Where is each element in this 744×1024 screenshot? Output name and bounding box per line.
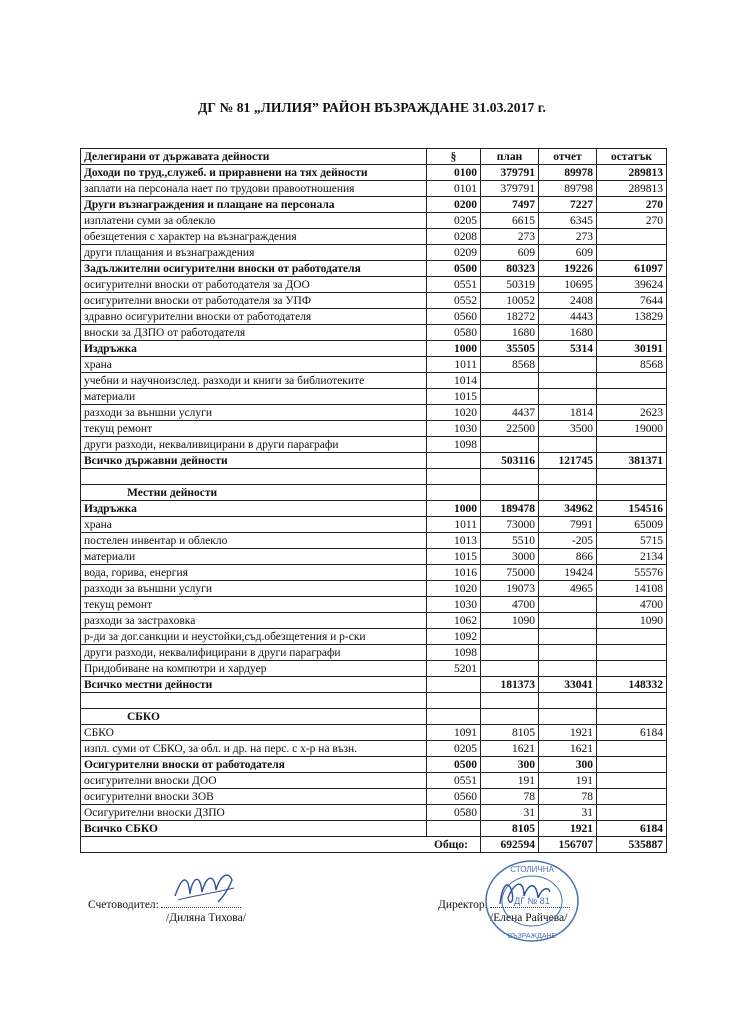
row-plan: 379791	[481, 181, 539, 197]
row-plan	[481, 389, 539, 405]
table-row	[81, 405, 667, 421]
row-report: 300	[539, 757, 597, 773]
row-rest: 270	[597, 197, 667, 213]
director-handwritten-signature	[494, 872, 554, 912]
header-rest: остатък	[597, 149, 667, 165]
row-label: учебни и научноизслед. разходи и книги за библиотеките	[81, 373, 427, 389]
row-code	[427, 677, 481, 693]
document-title: ДГ № 81 „ЛИЛИЯ” РАЙОН ВЪЗРАЖДАНЕ 31.03.2017 г.	[198, 100, 546, 115]
row-rest	[597, 757, 667, 773]
row-code: 0580	[427, 805, 481, 821]
row-code: 1000	[427, 501, 481, 517]
row-rest: 8568	[597, 357, 667, 373]
row-code: 1016	[427, 565, 481, 581]
row-report: 6345	[539, 213, 597, 229]
table-row	[81, 773, 667, 789]
row-rest: 4700	[597, 597, 667, 613]
row-plan	[481, 629, 539, 645]
row-report	[539, 645, 597, 661]
row-label: осигурителни вноски ДОО	[81, 773, 427, 789]
row-report: 609	[539, 245, 597, 261]
row-plan: 22500	[481, 421, 539, 437]
row-rest: 2623	[597, 405, 667, 421]
row-code: 0101	[427, 181, 481, 197]
row-plan: 8568	[481, 357, 539, 373]
table-row	[81, 261, 667, 277]
row-report: 121745	[539, 453, 597, 469]
row-report: 7991	[539, 517, 597, 533]
row-report: 273	[539, 229, 597, 245]
row-report: 7227	[539, 197, 597, 213]
header-code: §	[427, 149, 481, 165]
table-row	[81, 485, 667, 501]
row-rest	[597, 469, 667, 485]
row-report: 1680	[539, 325, 597, 341]
stamp-text-bottom: ВЪЗРАЖДАНЕ	[507, 933, 557, 940]
table-row	[81, 741, 667, 757]
row-report: 89978	[539, 165, 597, 181]
row-plan: 1680	[481, 325, 539, 341]
table-row	[81, 437, 667, 453]
table-row	[81, 725, 667, 741]
row-label: храна	[81, 357, 427, 373]
row-code: 0209	[427, 245, 481, 261]
row-report: -205	[539, 533, 597, 549]
row-rest: 19000	[597, 421, 667, 437]
row-label: вноски за ДЗПО от работодателя	[81, 325, 427, 341]
row-label: храна	[81, 517, 427, 533]
row-plan	[481, 709, 539, 725]
row-code: 1091	[427, 725, 481, 741]
row-plan	[481, 645, 539, 661]
row-rest: 1090	[597, 613, 667, 629]
row-label: Задължителни осигурителни вноски от работодателя	[81, 261, 427, 277]
row-rest: 13829	[597, 309, 667, 325]
row-rest	[597, 437, 667, 453]
row-code: 1092	[427, 629, 481, 645]
row-report: 156707	[539, 837, 597, 853]
table-row	[81, 277, 667, 293]
row-label	[81, 693, 427, 709]
row-rest	[597, 773, 667, 789]
row-report	[539, 357, 597, 373]
row-label: здравно осигурителни вноски от работодателя	[81, 309, 427, 325]
table-row	[81, 421, 667, 437]
row-code: 1011	[427, 517, 481, 533]
row-label: текущ ремонт	[81, 421, 427, 437]
row-code: 1062	[427, 613, 481, 629]
row-plan: 75000	[481, 565, 539, 581]
row-code: 0560	[427, 789, 481, 805]
row-code: 0500	[427, 261, 481, 277]
row-plan: 273	[481, 229, 539, 245]
row-label: други разходи, неквалифицирани в други параграфи	[81, 645, 427, 661]
row-report: 19226	[539, 261, 597, 277]
row-code: 1000	[427, 341, 481, 357]
row-rest: 6184	[597, 821, 667, 837]
row-code: 0200	[427, 197, 481, 213]
row-label: изплатени суми за облекло	[81, 213, 427, 229]
stamp-text-top: СТОЛИЧНА	[510, 865, 554, 874]
row-label: Всичко СБКО	[81, 821, 427, 837]
row-label: материали	[81, 549, 427, 565]
row-label: СБКО	[81, 709, 427, 725]
table-row	[81, 309, 667, 325]
row-plan: 5510	[481, 533, 539, 549]
table-row	[81, 645, 667, 661]
row-report: 191	[539, 773, 597, 789]
row-report: 33041	[539, 677, 597, 693]
row-rest: 7644	[597, 293, 667, 309]
row-plan: 189478	[481, 501, 539, 517]
row-report: 31	[539, 805, 597, 821]
row-plan: 18272	[481, 309, 539, 325]
table-row	[81, 597, 667, 613]
row-plan: 4700	[481, 597, 539, 613]
table-row	[81, 613, 667, 629]
row-rest	[597, 325, 667, 341]
accountant-label: Счетоводител:	[88, 899, 159, 911]
row-plan: 191	[481, 773, 539, 789]
table-row	[81, 357, 667, 373]
row-label: СБКО	[81, 725, 427, 741]
table-row	[81, 693, 667, 709]
row-code: 1098	[427, 437, 481, 453]
row-plan: 8105	[481, 821, 539, 837]
row-rest: 289813	[597, 165, 667, 181]
row-label: текущ ремонт	[81, 597, 427, 613]
row-code: 1011	[427, 357, 481, 373]
row-report: 89798	[539, 181, 597, 197]
row-report	[539, 597, 597, 613]
row-label: Местни дейности	[81, 485, 427, 501]
table-row	[81, 549, 667, 565]
row-rest: 14108	[597, 581, 667, 597]
row-label: изпл. суми от СБКО, за обл. и др. на перс. с х-р на възн.	[81, 741, 427, 757]
row-label: разходи за външни услуги	[81, 405, 427, 421]
row-report	[539, 629, 597, 645]
row-plan: 6615	[481, 213, 539, 229]
row-code: 0551	[427, 773, 481, 789]
row-code: 1030	[427, 421, 481, 437]
row-report: 5314	[539, 341, 597, 357]
row-report	[539, 437, 597, 453]
row-rest: 6184	[597, 725, 667, 741]
row-report: 1921	[539, 821, 597, 837]
row-label: осигурителни вноски от работодателя за УПФ	[81, 293, 427, 309]
row-rest: 65009	[597, 517, 667, 533]
row-label: Осигурителни вноски ДЗПО	[81, 805, 427, 821]
row-rest	[597, 805, 667, 821]
row-code: 0208	[427, 229, 481, 245]
row-plan	[481, 469, 539, 485]
row-code: 5201	[427, 661, 481, 677]
row-plan: 300	[481, 757, 539, 773]
row-rest: 39624	[597, 277, 667, 293]
row-label: разходи за външни услуги	[81, 581, 427, 597]
row-code	[427, 693, 481, 709]
row-report: 4965	[539, 581, 597, 597]
row-label: Осигурителни вноски от работодателя	[81, 757, 427, 773]
row-label	[81, 469, 427, 485]
row-plan: 692594	[481, 837, 539, 853]
row-label: обезщетения с характер на възнаграждения	[81, 229, 427, 245]
row-report: 1814	[539, 405, 597, 421]
table-row	[81, 293, 667, 309]
header-plan: план	[481, 149, 539, 165]
row-plan: 19073	[481, 581, 539, 597]
table-row	[81, 389, 667, 405]
row-report	[539, 485, 597, 501]
row-rest	[597, 229, 667, 245]
row-code: 1014	[427, 373, 481, 389]
row-code: 1015	[427, 549, 481, 565]
row-code: 0560	[427, 309, 481, 325]
table-row	[81, 181, 667, 197]
row-rest	[597, 389, 667, 405]
row-rest	[597, 485, 667, 501]
row-rest: 154516	[597, 501, 667, 517]
row-code: 0205	[427, 213, 481, 229]
row-label: разходи за застраховка	[81, 613, 427, 629]
header-report: отчет	[539, 149, 597, 165]
row-plan: 4437	[481, 405, 539, 421]
table-row	[81, 325, 667, 341]
row-plan	[481, 373, 539, 389]
row-code: 1020	[427, 581, 481, 597]
row-code: 1020	[427, 405, 481, 421]
row-label: Общо:	[81, 837, 481, 853]
row-rest: 535887	[597, 837, 667, 853]
table-row	[81, 661, 667, 677]
row-label: Придобиване на компютри и хардуер	[81, 661, 427, 677]
row-rest	[597, 709, 667, 725]
row-code: 1013	[427, 533, 481, 549]
table-row	[81, 245, 667, 261]
row-rest: 30191	[597, 341, 667, 357]
row-report: 34962	[539, 501, 597, 517]
row-report	[539, 613, 597, 629]
row-report: 2408	[539, 293, 597, 309]
table-row	[81, 501, 667, 517]
table-row	[81, 581, 667, 597]
stamp-text-center: ДГ № 81	[514, 896, 550, 906]
row-rest: 61097	[597, 261, 667, 277]
row-code: 1015	[427, 389, 481, 405]
row-report	[539, 389, 597, 405]
row-code: 0500	[427, 757, 481, 773]
row-label: Доходи по труд.,служеб. и приравнени на тях дейности	[81, 165, 427, 181]
row-rest: 289813	[597, 181, 667, 197]
table-row	[81, 677, 667, 693]
row-rest: 270	[597, 213, 667, 229]
table-row	[81, 341, 667, 357]
row-report	[539, 373, 597, 389]
row-report: 1921	[539, 725, 597, 741]
table-row	[81, 565, 667, 581]
row-code: 0205	[427, 741, 481, 757]
table-row	[81, 805, 667, 821]
row-plan: 181373	[481, 677, 539, 693]
row-rest	[597, 373, 667, 389]
table-row	[81, 629, 667, 645]
table-row	[81, 837, 667, 853]
table-row	[81, 757, 667, 773]
row-label: Издръжка	[81, 501, 427, 517]
row-rest	[597, 629, 667, 645]
table-row	[81, 373, 667, 389]
table-row	[81, 229, 667, 245]
row-rest	[597, 789, 667, 805]
row-code: 1030	[427, 597, 481, 613]
row-code: 1098	[427, 645, 481, 661]
row-plan: 50319	[481, 277, 539, 293]
row-report	[539, 469, 597, 485]
row-plan: 31	[481, 805, 539, 821]
table-row	[81, 165, 667, 181]
row-rest	[597, 741, 667, 757]
row-rest: 381371	[597, 453, 667, 469]
row-label: вода, горива, енергия	[81, 565, 427, 581]
row-plan: 78	[481, 789, 539, 805]
row-label: заплати на персонала нает по трудови правоотношения	[81, 181, 427, 197]
row-rest: 55576	[597, 565, 667, 581]
row-label: Всичко държавни дейности	[81, 453, 427, 469]
row-plan: 80323	[481, 261, 539, 277]
table-row	[81, 517, 667, 533]
row-report: 866	[539, 549, 597, 565]
row-rest: 5715	[597, 533, 667, 549]
accountant-name: /Диляна Тихова/	[166, 912, 246, 924]
row-label: осигурителни вноски ЗОВ	[81, 789, 427, 805]
row-report	[539, 693, 597, 709]
row-plan: 379791	[481, 165, 539, 181]
row-plan: 73000	[481, 517, 539, 533]
table-row	[81, 197, 667, 213]
table-row	[81, 789, 667, 805]
row-code	[427, 821, 481, 837]
row-code: 0552	[427, 293, 481, 309]
row-label: Издръжка	[81, 341, 427, 357]
row-code	[427, 485, 481, 501]
table-row	[81, 709, 667, 725]
row-label: осигурителни вноски от работодателя за ДОО	[81, 277, 427, 293]
director-label: Директор:	[438, 899, 488, 911]
row-report	[539, 661, 597, 677]
row-plan: 609	[481, 245, 539, 261]
row-report: 1621	[539, 741, 597, 757]
director-name: /Елена Райчева/	[490, 912, 568, 924]
row-code: 0580	[427, 325, 481, 341]
row-rest: 148332	[597, 677, 667, 693]
row-plan: 503116	[481, 453, 539, 469]
row-code: 0551	[427, 277, 481, 293]
header-name: Делегирани от държавата дейности	[81, 149, 427, 165]
row-rest	[597, 693, 667, 709]
row-plan	[481, 661, 539, 677]
row-plan: 35505	[481, 341, 539, 357]
table-row	[81, 469, 667, 485]
row-code: 0100	[427, 165, 481, 181]
row-plan: 1621	[481, 741, 539, 757]
row-plan	[481, 437, 539, 453]
row-label: други разходи, некваливицирани в други параграфи	[81, 437, 427, 453]
row-report: 78	[539, 789, 597, 805]
row-plan	[481, 485, 539, 501]
row-code	[427, 709, 481, 725]
row-label: материали	[81, 389, 427, 405]
row-label: постелен инвентар и облекло	[81, 533, 427, 549]
row-label: Всичко местни дейности	[81, 677, 427, 693]
row-plan: 1090	[481, 613, 539, 629]
row-plan	[481, 693, 539, 709]
row-rest	[597, 245, 667, 261]
row-label: други плащания и възнаграждения	[81, 245, 427, 261]
budget-table	[80, 148, 667, 853]
row-code	[427, 453, 481, 469]
row-plan: 3000	[481, 549, 539, 565]
row-report: 3500	[539, 421, 597, 437]
row-label: р-ди за дог.санкции и неустойки,съд.обезщетения и р-ски	[81, 629, 427, 645]
row-rest	[597, 645, 667, 661]
row-plan: 7497	[481, 197, 539, 213]
row-report: 4443	[539, 309, 597, 325]
row-report	[539, 709, 597, 725]
table-header	[81, 149, 667, 165]
row-label: Други възнаграждения и плащане на персонала	[81, 197, 427, 213]
table-row	[81, 213, 667, 229]
row-plan: 8105	[481, 725, 539, 741]
row-rest	[597, 661, 667, 677]
row-report: 10695	[539, 277, 597, 293]
row-code	[427, 469, 481, 485]
accountant-handwritten-signature	[170, 866, 240, 906]
table-row	[81, 453, 667, 469]
table-row	[81, 821, 667, 837]
row-plan: 10052	[481, 293, 539, 309]
table-row	[81, 533, 667, 549]
row-report: 19424	[539, 565, 597, 581]
row-rest: 2134	[597, 549, 667, 565]
